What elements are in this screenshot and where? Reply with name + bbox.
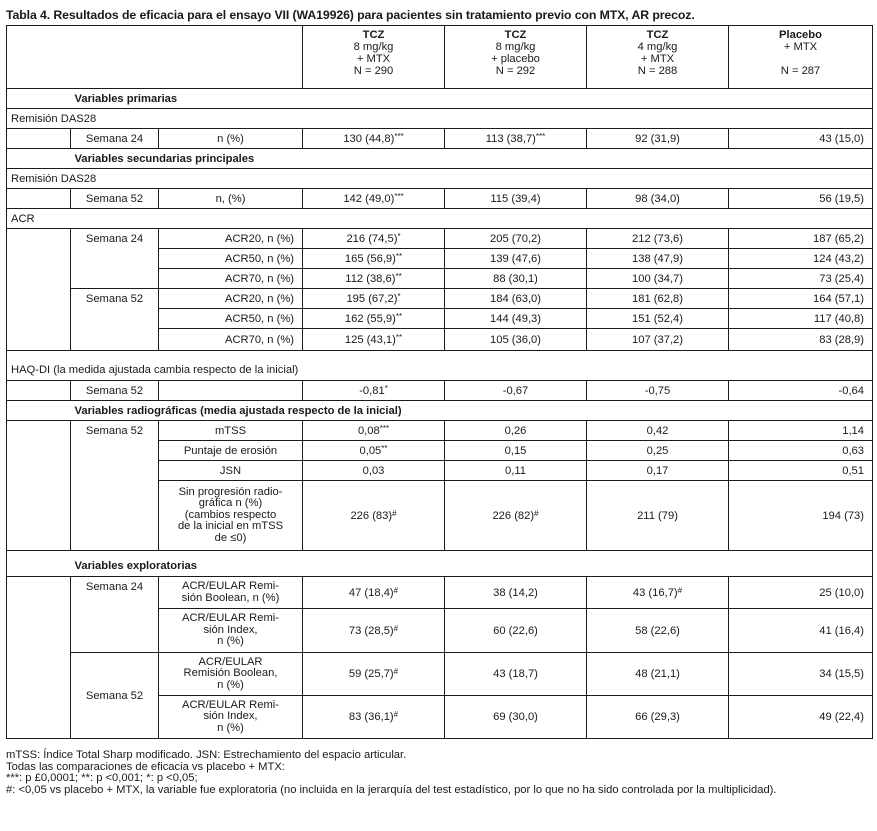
row-label [159,381,303,401]
value-cell: 194 (73) [729,481,873,551]
value-cell: 0,17 [587,461,729,481]
value-cell: 66 (29,3) [587,696,729,739]
indent-cell [7,381,71,401]
value-cell: 164 (57,1) [729,289,873,309]
row-label: mTSS [159,421,303,441]
value-cell: 58 (22,6) [587,609,729,653]
section-indent [7,149,71,169]
indent-cell [7,289,71,351]
indent-cell [7,577,71,739]
row-label: ACR/EULAR Remi- sión Index, n (%) [159,696,303,739]
value-cell: 138 (47,9) [587,249,729,269]
indent-cell [7,129,71,149]
row-label: n (%) [159,129,303,149]
column-header: TCZ 4 mg/kg + MTX N = 288 [587,26,729,89]
value-cell: -0,81* [303,381,445,401]
spacer-cell [7,351,873,361]
section-row [7,149,873,169]
value-cell: 226 (83)# [303,481,445,551]
section-row [7,557,873,577]
value-cell: 100 (34,7) [587,269,729,289]
header-empty-cell [7,26,303,89]
row-label: ACR20, n (%) [159,229,303,249]
section-row [7,89,873,109]
table-row [7,421,873,441]
value-cell: 43 (16,7)# [587,577,729,609]
row-label: Puntaje de erosión [159,441,303,461]
table-footnotes [6,750,872,796]
value-cell: 187 (65,2) [729,229,873,249]
footnote: Todas las comparaciones de eficacia vs placebo + MTX: [6,760,285,773]
value-cell: 226 (82)# [445,481,587,551]
value-cell: 113 (38,7)*** [445,129,587,149]
value-cell: 73 (25,4) [729,269,873,289]
footnote: mTSS: Índice Total Sharp modificado. JSN: Estrechamiento del espacio articular. [6,749,407,761]
row-label: ACR/EULAR Remisión Boolean, n (%) [159,653,303,696]
week-cell: Semana 52 [71,381,159,401]
row-label: ACR/EULAR Remi- sión Boolean, n (%) [159,577,303,609]
value-cell: -0,64 [729,381,873,401]
row-label: ACR20, n (%) [159,289,303,309]
week-cell: Semana 52 [71,653,159,739]
indent-cell [7,189,71,209]
column-header: TCZ 8 mg/kg + placebo N = 292 [445,26,587,89]
row-label: n, (%) [159,189,303,209]
group-label: ACR [7,209,873,229]
group-row [7,109,873,129]
indent-cell [7,229,71,289]
value-cell: 216 (74,5)* [303,229,445,249]
section-title: Variables exploratorias [71,557,873,577]
value-cell: 181 (62,8) [587,289,729,309]
section-title: Variables secundarias principales [71,149,873,169]
group-row [7,361,873,381]
value-cell: 142 (49,0)*** [303,189,445,209]
table-row [7,381,873,401]
table-row [7,229,873,249]
value-cell: 165 (56,9)** [303,249,445,269]
value-cell: 69 (30,0) [445,696,587,739]
value-cell: 38 (14,2) [445,577,587,609]
indent-cell [7,421,71,551]
value-cell: 125 (43,1)** [303,329,445,351]
table-row [7,653,873,696]
column-header: Placebo + MTX N = 287 [729,26,873,89]
value-cell: 88 (30,1) [445,269,587,289]
value-cell: 212 (73,6) [587,229,729,249]
value-cell: 25 (10,0) [729,577,873,609]
value-cell: 1,14 [729,421,873,441]
group-label: HAQ-DI (la medida ajustada cambia respecto de la inicial) [7,361,873,381]
value-cell: 0,26 [445,421,587,441]
value-cell: 144 (49,3) [445,309,587,329]
week-cell: Semana 52 [71,289,159,351]
week-cell: Semana 24 [71,229,159,289]
value-cell: -0,75 [587,381,729,401]
value-cell: 195 (67,2)* [303,289,445,309]
group-label: Remisión DAS28 [7,109,873,129]
group-row [7,169,873,189]
value-cell: 0,11 [445,461,587,481]
footnote: #: <0,05 vs placebo + MTX, la variable fue exploratoria (no incluida en la jerarquía del test estadístico, por lo que no ha sido controlada por la multiplicidad). [6,783,777,796]
value-cell: 0,51 [729,461,873,481]
value-cell: 105 (36,0) [445,329,587,351]
value-cell: 112 (38,6)** [303,269,445,289]
footnote: ***: p £0,0001; **: p <0,001; *: p <0,05; [6,772,198,784]
value-cell: 0,42 [587,421,729,441]
value-cell: 0,03 [303,461,445,481]
section-indent [7,557,71,577]
value-cell: 83 (36,1)# [303,696,445,739]
column-header: TCZ 8 mg/kg + MTX N = 290 [303,26,445,89]
value-cell: 56 (19,5) [729,189,873,209]
row-label: Sin progresión radio- gráfica n (%) (cambios respecto de la inicial en mTSS de ≤0) [159,481,303,551]
value-cell: 0,63 [729,441,873,461]
value-cell: 98 (34,0) [587,189,729,209]
value-cell: 59 (25,7)# [303,653,445,696]
efficacy-table [6,25,873,739]
row-label: ACR50, n (%) [159,309,303,329]
value-cell: 130 (44,8)*** [303,129,445,149]
value-cell: 211 (79) [587,481,729,551]
section-row [7,401,873,421]
section-title: Variables primarias [71,89,873,109]
value-cell: 0,15 [445,441,587,461]
row-label: ACR70, n (%) [159,269,303,289]
value-cell: 48 (21,1) [587,653,729,696]
section-indent [7,89,71,109]
value-cell: 117 (40,8) [729,309,873,329]
value-cell: 43 (15,0) [729,129,873,149]
row-label: ACR/EULAR Remi- sión Index, n (%) [159,609,303,653]
value-cell: 73 (28,5)# [303,609,445,653]
value-cell: 43 (18,7) [445,653,587,696]
week-cell: Semana 24 [71,129,159,149]
value-cell: 0,25 [587,441,729,461]
row-label: ACR70, n (%) [159,329,303,351]
table-row [7,289,873,309]
value-cell: 162 (55,9)** [303,309,445,329]
value-cell: 184 (63,0) [445,289,587,309]
week-cell: Semana 24 [71,577,159,653]
value-cell: 205 (70,2) [445,229,587,249]
row-label: JSN [159,461,303,481]
value-cell: 107 (37,2) [587,329,729,351]
group-label: Remisión DAS28 [7,169,873,189]
table-row [7,189,873,209]
table-row [7,129,873,149]
value-cell: 0,05** [303,441,445,461]
value-cell: 0,08*** [303,421,445,441]
value-cell: 151 (52,4) [587,309,729,329]
value-cell: 49 (22,4) [729,696,873,739]
value-cell: 139 (47,6) [445,249,587,269]
section-indent [7,401,71,421]
section-title: Variables radiográficas (media ajustada respecto de la inicial) [71,401,873,421]
table-row [7,577,873,609]
group-row [7,209,873,229]
value-cell: 41 (16,4) [729,609,873,653]
value-cell: 92 (31,9) [587,129,729,149]
value-cell: 47 (18,4)# [303,577,445,609]
value-cell: -0,67 [445,381,587,401]
value-cell: 34 (15,5) [729,653,873,696]
value-cell: 124 (43,2) [729,249,873,269]
week-cell: Semana 52 [71,421,159,551]
value-cell: 60 (22,6) [445,609,587,653]
value-cell: 115 (39,4) [445,189,587,209]
header-row [7,26,873,89]
table-caption: Tabla 4. Resultados de eficacia para el ensayo VII (WA19926) para pacientes sin tratamiento previo con MTX, AR precoz. [6,8,695,22]
week-cell: Semana 52 [71,189,159,209]
row-label: ACR50, n (%) [159,249,303,269]
spacer-row [7,351,873,361]
value-cell: 83 (28,9) [729,329,873,351]
